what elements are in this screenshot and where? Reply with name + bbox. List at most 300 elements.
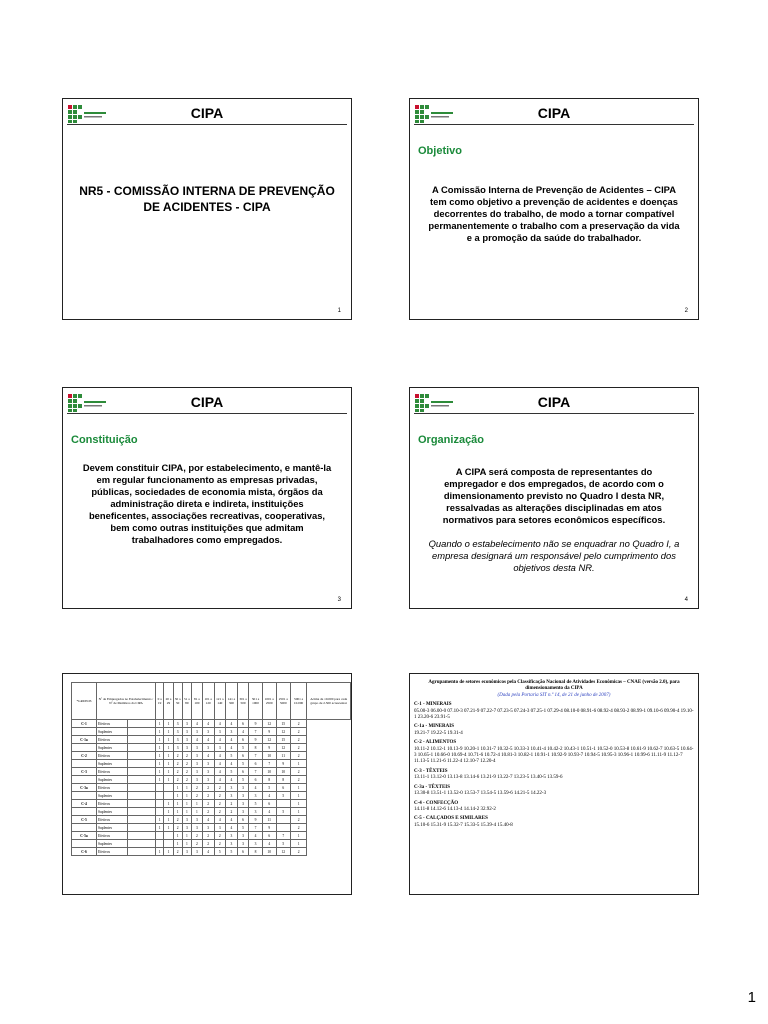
table-cell: 3 bbox=[191, 760, 202, 768]
table-cell: 2 bbox=[173, 824, 182, 832]
table-cell: 2 bbox=[214, 808, 226, 816]
table-cell: 3 bbox=[191, 728, 202, 736]
table-cell: 2 bbox=[191, 840, 202, 848]
cipa-dimension-table bbox=[71, 682, 351, 856]
table-cell: 2 bbox=[290, 768, 307, 776]
table-cell: 4 bbox=[262, 792, 276, 800]
slide-main-text: NR5 - COMISSÃO INTERNA DE PREVENÇÃO DE ACIDENTES - CIPA bbox=[79, 184, 335, 214]
table-cell: 6 bbox=[249, 760, 262, 768]
table-row bbox=[72, 816, 351, 824]
table-cell: 1 bbox=[155, 720, 163, 728]
table-cell: 5 bbox=[226, 752, 238, 760]
table-cell: 3 bbox=[202, 728, 214, 736]
cnae-section-codes: 10.11-2 10.12-1 10.13-9 10.20-1 10.31-7 10.32-5 10.33-3 10.41-4 10.42-2 10.43-1 10.51-1 10.52-0 10.53-8 10.61-9 10.62-7 10.63-5 10.64-3 10.65-1 10.66-0 10.69-4 10.71-6 10.72-4 10.81-3 10.82-1 10.91-1 10.92-9 10.93-7 10.94-5 10.95-3 10.96-1 10.99-6 11.11-9 11.12-7 11.13-5 11.21-6 11.22-4 12.10-7 12.20-4 bbox=[414, 746, 694, 765]
table-header-cell: 0 a 19 bbox=[155, 683, 163, 720]
table-cell: 3 bbox=[249, 840, 262, 848]
slide-4 bbox=[409, 387, 699, 609]
member-type-cell: Suplentes bbox=[97, 744, 128, 752]
table-cell: 4 bbox=[214, 776, 226, 784]
table-cell: 1 bbox=[164, 824, 173, 832]
member-type-cell: Efetivos bbox=[97, 752, 128, 760]
member-type-cell: Efetivos bbox=[97, 832, 128, 840]
slide-title: CIPA bbox=[190, 105, 224, 121]
group-cell: C-1 bbox=[72, 720, 97, 728]
table-cell: 3 bbox=[226, 840, 238, 848]
table-cell bbox=[128, 744, 156, 752]
slide-5-table bbox=[62, 673, 352, 895]
table-header-cell: 121 a 140 bbox=[214, 683, 226, 720]
table-cell: 9 bbox=[262, 728, 276, 736]
table-cell bbox=[128, 848, 156, 856]
table-cell: 3 bbox=[249, 808, 262, 816]
table-cell: 3 bbox=[237, 808, 249, 816]
table-cell bbox=[128, 736, 156, 744]
table-cell: 1 bbox=[164, 752, 173, 760]
table-cell: 4 bbox=[226, 720, 238, 728]
table-cell: 4 bbox=[202, 816, 214, 824]
member-type-cell: Efetivos bbox=[97, 816, 128, 824]
group-cell: C-3a bbox=[72, 784, 97, 792]
table-cell: 2 bbox=[290, 824, 307, 832]
member-type-cell: Efetivos bbox=[97, 720, 128, 728]
table-cell: 6 bbox=[249, 776, 262, 784]
table-cell: 2 bbox=[202, 800, 214, 808]
member-type-cell: Suplentes bbox=[97, 792, 128, 800]
table-cell: 4 bbox=[226, 760, 238, 768]
table-cell bbox=[128, 800, 156, 808]
table-cell: 5 bbox=[226, 768, 238, 776]
divider bbox=[67, 124, 347, 125]
table-cell: 1 bbox=[155, 776, 163, 784]
table-cell bbox=[128, 768, 156, 776]
table-cell: 3 bbox=[202, 768, 214, 776]
table-cell: 5 bbox=[276, 840, 290, 848]
table-cell: 2 bbox=[173, 848, 182, 856]
table-cell: 2 bbox=[290, 816, 307, 824]
cnae-section-title: C-4 - CONFECÇÃO bbox=[414, 800, 459, 806]
table-row bbox=[72, 824, 351, 832]
table-row bbox=[72, 720, 351, 728]
table-cell bbox=[128, 792, 156, 800]
table-cell: 1 bbox=[182, 832, 191, 840]
cnae-section-title: C-2 - ALIMENTOS bbox=[414, 740, 457, 746]
table-row bbox=[72, 784, 351, 792]
table-cell: 1 bbox=[155, 760, 163, 768]
table-header-cell: 2501 a 5000 bbox=[276, 683, 290, 720]
table-cell: 1 bbox=[164, 816, 173, 824]
table-cell: 6 bbox=[237, 736, 249, 744]
table-cell: 3 bbox=[173, 736, 182, 744]
table-cell: 3 bbox=[226, 784, 238, 792]
table-cell: 1 bbox=[155, 736, 163, 744]
table-cell: 2 bbox=[182, 768, 191, 776]
table-cell bbox=[128, 720, 156, 728]
table-cell bbox=[164, 784, 173, 792]
table-cell: 2 bbox=[182, 752, 191, 760]
table-cell: 6 bbox=[237, 816, 249, 824]
table-row bbox=[72, 728, 351, 736]
cnae-header: Agrupamento de setores econômicos pela Classificação Nacional de Atividades Econômicas – CNAE (versão 2.0), para dimensionamento da CIPA bbox=[428, 680, 680, 692]
table-cell: 4 bbox=[202, 720, 214, 728]
table-cell: 4 bbox=[226, 776, 238, 784]
table-cell: 5 bbox=[276, 808, 290, 816]
slide-heading: Constituição bbox=[71, 434, 138, 446]
table-cell: 2 bbox=[226, 800, 238, 808]
table-cell: 1 bbox=[164, 744, 173, 752]
table-header-cell: Nº de Empregados no Estabelecimento / Nº de Membros da CIPA bbox=[97, 683, 156, 720]
table-cell: 5 bbox=[237, 824, 249, 832]
table-cell: 4 bbox=[191, 720, 202, 728]
member-type-cell: Efetivos bbox=[97, 736, 128, 744]
slide-title: CIPA bbox=[537, 105, 571, 121]
table-row bbox=[72, 768, 351, 776]
slide-body: A Comissão Interna de Prevenção de Acidentes – CIPA tem como objetivo a prevenção de acidentes e doenças decorrentes do trabalho, de modo a tornar compatível permanentemente o trabalho com a preservação da vida e a promoção da saúde do trabalhador. bbox=[428, 184, 680, 243]
table-cell: 7 bbox=[249, 768, 262, 776]
table-cell: 12 bbox=[276, 848, 290, 856]
table-cell: 1 bbox=[164, 736, 173, 744]
table-cell: 2 bbox=[202, 792, 214, 800]
table-cell: 2 bbox=[214, 840, 226, 848]
table-cell: 1 bbox=[191, 808, 202, 816]
table-cell: 1 bbox=[290, 840, 307, 848]
table-cell: 4 bbox=[214, 736, 226, 744]
table-cell: 12 bbox=[276, 744, 290, 752]
table-cell: 5 bbox=[237, 744, 249, 752]
table-cell: 2 bbox=[191, 784, 202, 792]
table-cell: 7 bbox=[262, 760, 276, 768]
table-cell: 2 bbox=[290, 736, 307, 744]
table-cell bbox=[155, 832, 163, 840]
member-type-cell: Efetivos bbox=[97, 784, 128, 792]
table-cell: 2 bbox=[214, 800, 226, 808]
table-cell: 11 bbox=[262, 816, 276, 824]
table-cell: 2 bbox=[202, 840, 214, 848]
table-cell: 3 bbox=[226, 832, 238, 840]
table-cell bbox=[276, 816, 290, 824]
table-row bbox=[72, 760, 351, 768]
table-cell: 4 bbox=[262, 840, 276, 848]
table-cell: 3 bbox=[226, 792, 238, 800]
table-cell: 5 bbox=[276, 792, 290, 800]
table-cell: 1 bbox=[182, 784, 191, 792]
table-cell: 5 bbox=[262, 784, 276, 792]
table-row bbox=[72, 792, 351, 800]
table-cell bbox=[128, 752, 156, 760]
table-cell: 1 bbox=[155, 768, 163, 776]
table-cell: 3 bbox=[237, 832, 249, 840]
table-cell: 2 bbox=[173, 752, 182, 760]
table-cell: 1 bbox=[290, 792, 307, 800]
table-cell: 1 bbox=[164, 800, 173, 808]
table-cell: 3 bbox=[182, 736, 191, 744]
table-cell bbox=[155, 808, 163, 816]
slide-title: CIPA bbox=[190, 394, 224, 410]
table-cell: 3 bbox=[202, 760, 214, 768]
table-cell: 3 bbox=[249, 792, 262, 800]
table-cell: 6 bbox=[276, 784, 290, 792]
group-cell bbox=[72, 744, 97, 752]
table-cell: 5 bbox=[249, 800, 262, 808]
table-cell: 12 bbox=[262, 736, 276, 744]
table-cell: 8 bbox=[262, 776, 276, 784]
table-cell: 3 bbox=[191, 824, 202, 832]
slide-number: 2 bbox=[684, 308, 688, 314]
table-cell: 4 bbox=[237, 728, 249, 736]
group-cell: C-5 bbox=[72, 816, 97, 824]
table-cell: 5 bbox=[237, 760, 249, 768]
table-cell: 1 bbox=[182, 840, 191, 848]
group-cell bbox=[72, 776, 97, 784]
group-cell bbox=[72, 840, 97, 848]
member-type-cell: Suplentes bbox=[97, 760, 128, 768]
table-header-cell: 501 a 1000 bbox=[249, 683, 262, 720]
slide-number: 3 bbox=[337, 597, 341, 603]
table-cell: 6 bbox=[237, 752, 249, 760]
table-cell: 6 bbox=[237, 720, 249, 728]
table-cell: 8 bbox=[276, 776, 290, 784]
table-cell bbox=[128, 816, 156, 824]
cnae-subheader: (Dada pela Portaria SIT n.º 14, de 21 de junho de 2007) bbox=[497, 692, 611, 698]
table-cell: 3 bbox=[191, 816, 202, 824]
slide-2 bbox=[409, 98, 699, 320]
group-cell bbox=[72, 808, 97, 816]
table-header-cell: 5001 a 10.000 bbox=[290, 683, 307, 720]
table-cell: 10 bbox=[262, 752, 276, 760]
divider bbox=[67, 413, 347, 414]
table-cell bbox=[128, 824, 156, 832]
table-cell: 4 bbox=[214, 768, 226, 776]
table-cell: 1 bbox=[182, 800, 191, 808]
table-cell: 1 bbox=[164, 848, 173, 856]
table-cell: 1 bbox=[164, 768, 173, 776]
table-header-cell: Acima de 10.000 para cada grupo de 2.500 acrescentar bbox=[307, 683, 351, 720]
table-cell: 9 bbox=[249, 816, 262, 824]
table-row bbox=[72, 800, 351, 808]
table-cell: 1 bbox=[173, 840, 182, 848]
table-cell: 9 bbox=[262, 824, 276, 832]
table-cell: 1 bbox=[173, 792, 182, 800]
table-header-cell: 141 a 300 bbox=[226, 683, 238, 720]
member-type-cell: Suplentes bbox=[97, 776, 128, 784]
group-cell: C-5a bbox=[72, 832, 97, 840]
table-cell bbox=[128, 832, 156, 840]
table-cell: 7 bbox=[249, 728, 262, 736]
table-cell: 3 bbox=[182, 720, 191, 728]
table-cell bbox=[155, 840, 163, 848]
table-cell: 3 bbox=[202, 776, 214, 784]
table-cell: 3 bbox=[173, 744, 182, 752]
table-cell: 3 bbox=[182, 728, 191, 736]
table-row bbox=[72, 832, 351, 840]
table-cell: 1 bbox=[290, 760, 307, 768]
table-cell: 6 bbox=[262, 800, 276, 808]
table-cell bbox=[164, 840, 173, 848]
member-type-cell: Efetivos bbox=[97, 768, 128, 776]
table-cell bbox=[164, 792, 173, 800]
table-cell: 3 bbox=[182, 848, 191, 856]
table-row bbox=[72, 808, 351, 816]
group-cell bbox=[72, 760, 97, 768]
table-cell bbox=[128, 808, 156, 816]
member-type-cell: Suplentes bbox=[97, 840, 128, 848]
table-cell: 3 bbox=[191, 776, 202, 784]
table-cell: 2 bbox=[226, 808, 238, 816]
cnae-section-codes: 14.11-8 14.12-6 14.13-4 14.14-2 32.92-2 bbox=[414, 806, 496, 812]
table-cell bbox=[128, 776, 156, 784]
group-cell bbox=[72, 728, 97, 736]
table-cell: 4 bbox=[226, 744, 238, 752]
table-cell bbox=[155, 792, 163, 800]
cnae-list bbox=[414, 680, 694, 829]
table-cell: 2 bbox=[290, 720, 307, 728]
table-cell: 5 bbox=[226, 848, 238, 856]
group-cell bbox=[72, 792, 97, 800]
table-cell: 2 bbox=[290, 752, 307, 760]
member-type-cell: Efetivos bbox=[97, 800, 128, 808]
table-cell: 4 bbox=[262, 808, 276, 816]
table-cell: 1 bbox=[290, 808, 307, 816]
slide-3 bbox=[62, 387, 352, 609]
table-cell: 10 bbox=[262, 768, 276, 776]
table-cell: 6 bbox=[262, 832, 276, 840]
table-row bbox=[72, 744, 351, 752]
cnae-section-codes: 19.21-7 19.22-5 19.31-4 bbox=[414, 730, 463, 736]
slide-number: 1 bbox=[337, 308, 341, 314]
table-cell: 8 bbox=[249, 744, 262, 752]
table-cell: 15 bbox=[276, 736, 290, 744]
table-cell: 3 bbox=[191, 752, 202, 760]
table-cell: 4 bbox=[226, 736, 238, 744]
table-cell: 1 bbox=[191, 800, 202, 808]
table-cell: 1 bbox=[164, 808, 173, 816]
table-cell: 2 bbox=[182, 776, 191, 784]
table-cell bbox=[276, 800, 290, 808]
member-type-cell: Suplentes bbox=[97, 824, 128, 832]
table-cell: 9 bbox=[249, 736, 262, 744]
table-cell: 4 bbox=[202, 848, 214, 856]
table-cell: 4 bbox=[226, 816, 238, 824]
table-header-row bbox=[72, 683, 351, 720]
slide-6-cnae bbox=[409, 673, 699, 895]
divider bbox=[414, 124, 694, 125]
table-cell: 3 bbox=[173, 720, 182, 728]
table-cell: 3 bbox=[237, 792, 249, 800]
table-cell: 1 bbox=[182, 808, 191, 816]
table-cell: 4 bbox=[202, 752, 214, 760]
table-row bbox=[72, 736, 351, 744]
table-header-cell: *GRUPOS bbox=[72, 683, 97, 720]
table-cell: 1 bbox=[164, 728, 173, 736]
table-cell: 4 bbox=[202, 736, 214, 744]
table-cell: 3 bbox=[214, 824, 226, 832]
table-cell: 2 bbox=[290, 848, 307, 856]
table-cell bbox=[128, 840, 156, 848]
table-cell: 4 bbox=[191, 736, 202, 744]
table-cell: 1 bbox=[173, 800, 182, 808]
table-cell: 3 bbox=[237, 784, 249, 792]
table-cell: 1 bbox=[155, 816, 163, 824]
cnae-section-codes: 15.10-6 15.31-9 15.32-7 15.33-5 15.39-4 15.40-8 bbox=[414, 822, 513, 828]
slide-body: Devem constituir CIPA, por estabelecimento, e mantê-la em regular funcionamento as empresas privadas, públicas, sociedades de economia mista, órgãos da administração direta e indireta, instituições beneficentes, associações recreativas, cooperativas, bem como outras instituições que admitam trabalhadores como empregados. bbox=[82, 462, 332, 545]
cnae-section-title: C-1 - MINERAIS bbox=[414, 702, 452, 708]
table-cell: 1 bbox=[164, 776, 173, 784]
table-cell: 7 bbox=[249, 752, 262, 760]
cnae-section-title: C-5 - CALÇADOS E SIMILARES bbox=[414, 816, 488, 822]
table-cell: 15 bbox=[276, 720, 290, 728]
table-cell: 3 bbox=[191, 744, 202, 752]
table-cell: 3 bbox=[202, 824, 214, 832]
table-cell: 2 bbox=[214, 792, 226, 800]
table-cell: 4 bbox=[214, 720, 226, 728]
table-cell: 2 bbox=[173, 760, 182, 768]
divider bbox=[414, 413, 694, 414]
table-cell: 3 bbox=[182, 816, 191, 824]
table-cell: 2 bbox=[191, 792, 202, 800]
member-type-cell: Efetivos bbox=[97, 848, 128, 856]
cnae-section-title: C-3a - TÊXTEIS bbox=[414, 784, 451, 790]
slide-number: 4 bbox=[684, 597, 688, 603]
table-cell: 2 bbox=[202, 784, 214, 792]
cnae-section-codes: 13.30-8 13.51-1 13.52-0 13.53-7 13.54-5 13.59-6 14.21-5 14.22-3 bbox=[414, 791, 547, 797]
slide-heading: Organização bbox=[418, 434, 485, 446]
table-cell: 12 bbox=[276, 728, 290, 736]
table-cell: 5 bbox=[214, 848, 226, 856]
table-cell: 1 bbox=[290, 832, 307, 840]
table-cell: 9 bbox=[262, 744, 276, 752]
table-cell: 3 bbox=[182, 824, 191, 832]
table-cell: 7 bbox=[249, 824, 262, 832]
table-cell bbox=[155, 800, 163, 808]
table-cell: 11 bbox=[276, 752, 290, 760]
cnae-section-codes: 05.00-3 06.00-0 07.10-3 07.21-9 07.22-7 07.23-5 07.24-3 07.25-1 07.29-4 08.10-0 08.91-6 08.92-4 08.93-2 08.99-1 09.10-6 09.90-4 19.10-1 23.20-6 23.91-5 bbox=[414, 708, 694, 721]
table-cell: 2 bbox=[202, 808, 214, 816]
table-cell: 4 bbox=[214, 816, 226, 824]
table-cell: 2 bbox=[202, 832, 214, 840]
table-cell: 2 bbox=[173, 768, 182, 776]
table-row bbox=[72, 752, 351, 760]
table-cell: 4 bbox=[214, 760, 226, 768]
table-row bbox=[72, 776, 351, 784]
table-cell: 3 bbox=[237, 800, 249, 808]
table-cell: 4 bbox=[249, 832, 262, 840]
table-cell bbox=[128, 728, 156, 736]
table-cell: 2 bbox=[214, 832, 226, 840]
table-cell: 2 bbox=[290, 728, 307, 736]
slide-title: CIPA bbox=[537, 394, 571, 410]
group-cell: C-4 bbox=[72, 800, 97, 808]
table-cell: 3 bbox=[226, 728, 238, 736]
table-cell: 12 bbox=[262, 720, 276, 728]
cnae-section-title: C-1a - MINERAIS bbox=[414, 724, 454, 730]
table-cell bbox=[164, 832, 173, 840]
table-cell: 1 bbox=[290, 784, 307, 792]
table-cell: 3 bbox=[237, 840, 249, 848]
table-row bbox=[72, 848, 351, 856]
table-cell bbox=[155, 784, 163, 792]
table-cell bbox=[128, 760, 156, 768]
group-cell bbox=[72, 824, 97, 832]
table-cell: 4 bbox=[214, 752, 226, 760]
table-cell: 10 bbox=[262, 848, 276, 856]
table-cell: 7 bbox=[276, 832, 290, 840]
table-cell: 2 bbox=[173, 816, 182, 824]
table-cell: 6 bbox=[237, 848, 249, 856]
table-cell: 10 bbox=[276, 768, 290, 776]
table-cell: 1 bbox=[164, 760, 173, 768]
group-cell: C-1a bbox=[72, 736, 97, 744]
table-cell: 8 bbox=[249, 848, 262, 856]
slide-1 bbox=[62, 98, 352, 320]
